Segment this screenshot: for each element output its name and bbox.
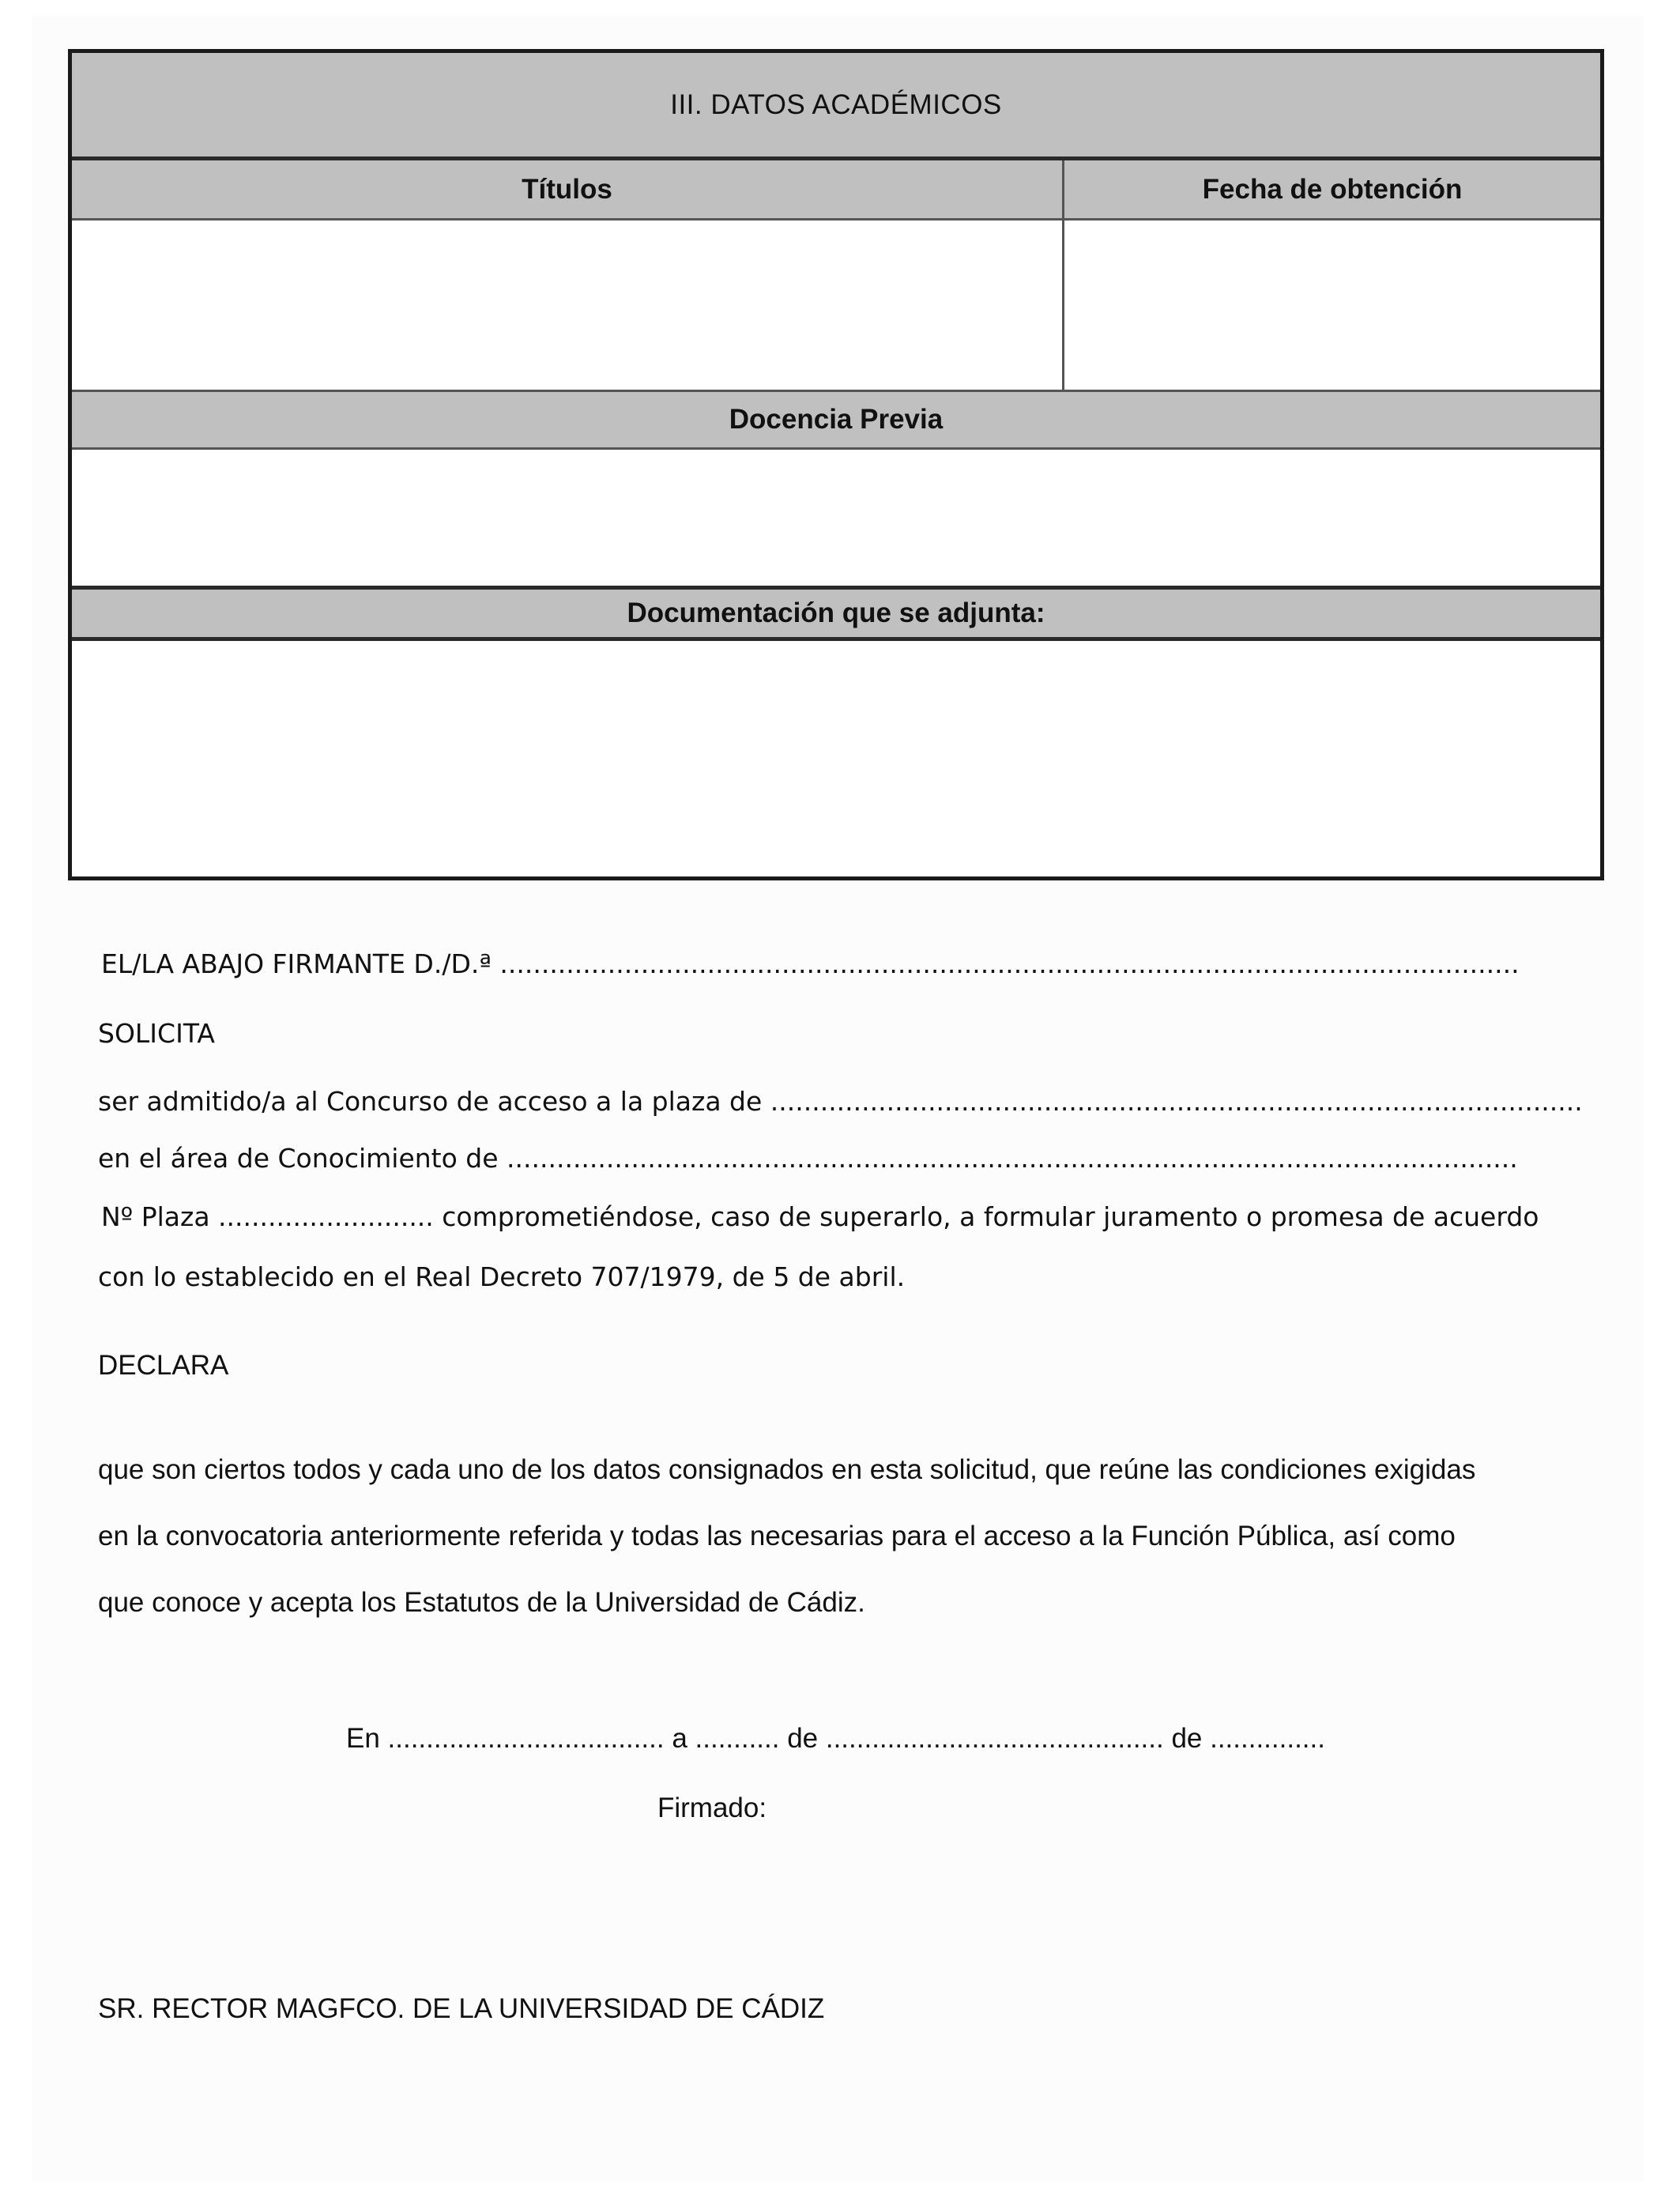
lugar-fecha-line: En .................................... a ........... de ............................................ de ...............: [346, 1723, 1325, 1754]
docencia-field[interactable]: [72, 450, 1600, 586]
declara-heading: DECLARA: [98, 1350, 229, 1381]
fecha-column-header: Fecha de obtención: [1064, 160, 1600, 221]
academic-data-table: [68, 49, 1604, 880]
declara-line-3: que conoce y acepta los Estatutos de la Universidad de Cádiz.: [98, 1587, 865, 1618]
fecha-field[interactable]: [1064, 221, 1600, 390]
titulos-field[interactable]: [72, 221, 1064, 390]
admitido-line: ser admitido/a al Concurso de acceso a la plaza de ..................................................................................................: [98, 1086, 1583, 1117]
declara-line-2: en la convocatoria anteriormente referida y todas las necesarias para el acceso a la Función Pública, así como: [98, 1521, 1456, 1551]
area-line: en el área de Conocimiento de ..........................................................................................................................: [98, 1143, 1518, 1174]
plaza-line: Nº Plaza .......................... comprometiéndose, caso de superarlo, a formular juramento o promesa de acuerdo: [101, 1201, 1539, 1232]
documentacion-field[interactable]: [72, 641, 1600, 876]
declara-line-1: que son ciertos todos y cada uno de los datos consignados en esta solicitud, que reúne las condiciones exigidas: [98, 1454, 1476, 1485]
documentacion-header: Documentación que se adjunta:: [72, 586, 1600, 641]
docencia-header: Docencia Previa: [72, 390, 1600, 450]
section-title: III. DATOS ACADÉMICOS: [72, 53, 1600, 160]
titulos-column-header: Títulos: [72, 160, 1064, 221]
decreto-line: con lo establecido en el Real Decreto 707/1979, de 5 de abril.: [98, 1261, 906, 1292]
destinatario-line: SR. RECTOR MAGFCO. DE LA UNIVERSIDAD DE CÁDIZ: [98, 1993, 825, 2024]
solicita-heading: SOLICITA: [98, 1018, 215, 1049]
firmado-label: Firmado:: [657, 1793, 767, 1823]
firmante-line: EL/LA ABAJO FIRMANTE D./D.ª ...........................................................................................................................: [101, 948, 1520, 979]
